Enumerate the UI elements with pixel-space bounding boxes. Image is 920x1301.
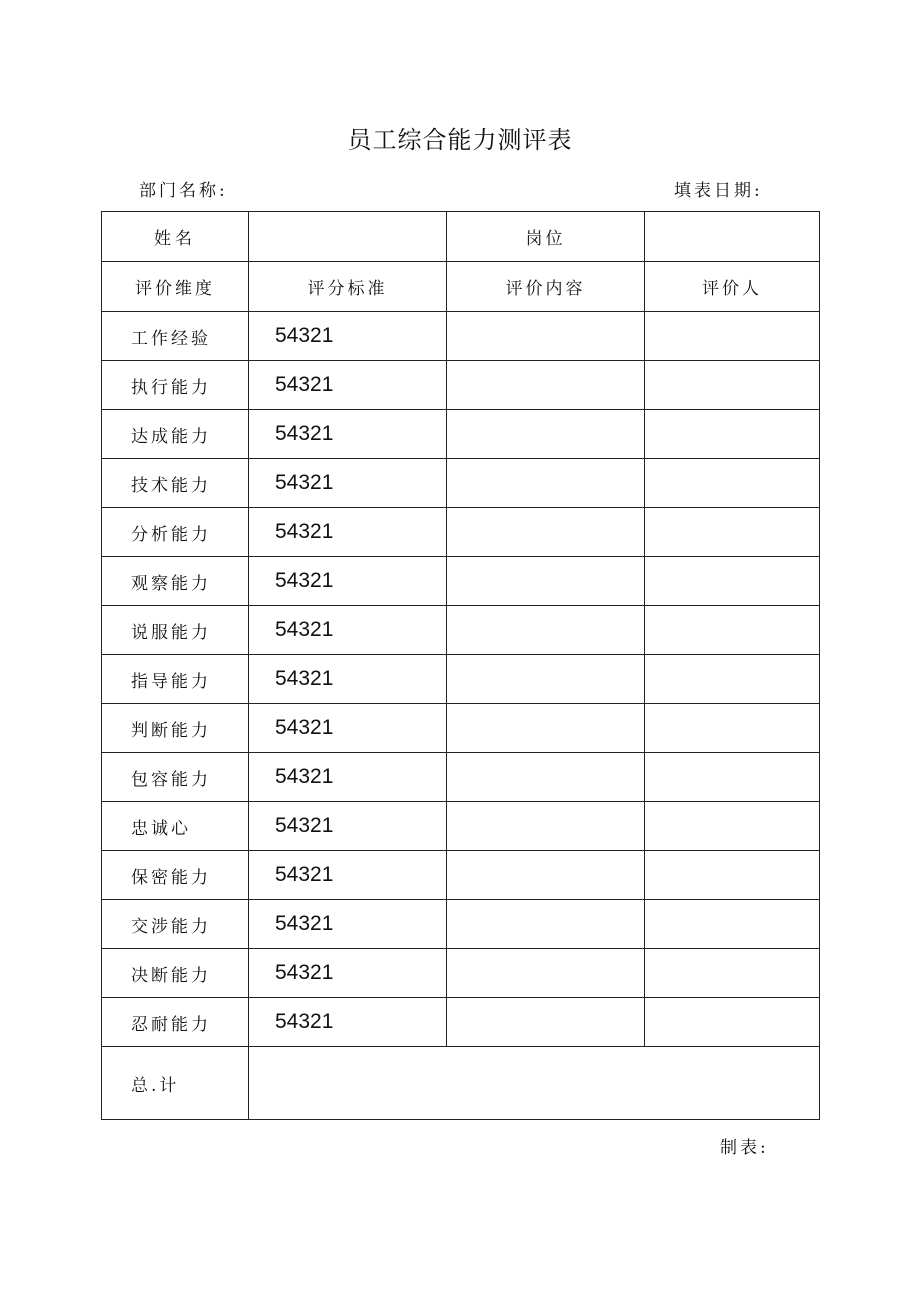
content-cell[interactable] xyxy=(447,802,645,851)
total-label: 总.计 xyxy=(102,1047,249,1120)
table-row xyxy=(102,410,820,459)
evaluator-cell[interactable] xyxy=(645,998,820,1047)
evaluator-cell[interactable] xyxy=(645,655,820,704)
content-cell[interactable] xyxy=(447,851,645,900)
content-cell[interactable] xyxy=(447,508,645,557)
dimension-cell: 分析能力 xyxy=(102,508,249,557)
content-cell[interactable] xyxy=(447,949,645,998)
position-value-cell[interactable] xyxy=(645,212,820,262)
dimension-cell: 技术能力 xyxy=(102,459,249,508)
table-row xyxy=(102,704,820,753)
dimension-cell: 说服能力 xyxy=(102,606,249,655)
total-value-cell[interactable] xyxy=(249,1047,820,1120)
score-standard-cell: 54321 xyxy=(249,361,447,410)
table-row xyxy=(102,998,820,1047)
content-cell[interactable] xyxy=(447,900,645,949)
score-standard-cell: 54321 xyxy=(249,459,447,508)
evaluation-table xyxy=(101,211,820,1120)
table-row xyxy=(102,900,820,949)
evaluator-cell[interactable] xyxy=(645,753,820,802)
content-cell[interactable] xyxy=(447,361,645,410)
score-standard-cell: 54321 xyxy=(249,802,447,851)
evaluator-cell[interactable] xyxy=(645,851,820,900)
column-header-row xyxy=(102,262,820,312)
evaluator-cell[interactable] xyxy=(645,459,820,508)
page-title: 员工综合能力测评表 xyxy=(347,126,573,154)
dimension-cell: 保密能力 xyxy=(102,851,249,900)
score-standard-cell: 54321 xyxy=(249,508,447,557)
content-cell[interactable] xyxy=(447,998,645,1047)
table-row xyxy=(102,753,820,802)
content-cell[interactable] xyxy=(447,655,645,704)
score-standard-cell: 54321 xyxy=(249,753,447,802)
content-cell[interactable] xyxy=(447,312,645,361)
evaluator-cell[interactable] xyxy=(645,312,820,361)
content-cell[interactable] xyxy=(447,606,645,655)
content-cell[interactable] xyxy=(447,410,645,459)
score-standard-cell: 54321 xyxy=(249,900,447,949)
column-header-score-standard: 评分标准 xyxy=(249,262,447,312)
score-standard-cell: 54321 xyxy=(249,704,447,753)
content-cell[interactable] xyxy=(447,704,645,753)
total-row xyxy=(102,1047,820,1120)
score-standard-cell: 54321 xyxy=(249,410,447,459)
evaluator-cell[interactable] xyxy=(645,410,820,459)
dimension-cell: 观察能力 xyxy=(102,557,249,606)
evaluator-cell[interactable] xyxy=(645,606,820,655)
name-label: 姓名 xyxy=(102,212,249,262)
evaluator-cell[interactable] xyxy=(645,361,820,410)
dimension-cell: 判断能力 xyxy=(102,704,249,753)
evaluator-cell[interactable] xyxy=(645,508,820,557)
column-header-evaluator: 评价人 xyxy=(645,262,820,312)
content-cell[interactable] xyxy=(447,753,645,802)
fill-date-label: 填表日期: xyxy=(674,181,763,201)
table-row xyxy=(102,655,820,704)
dimension-cell: 工作经验 xyxy=(102,312,249,361)
dimension-cell: 包容能力 xyxy=(102,753,249,802)
table-row xyxy=(102,851,820,900)
table-row xyxy=(102,361,820,410)
position-label: 岗位 xyxy=(447,212,645,262)
dimension-cell: 达成能力 xyxy=(102,410,249,459)
evaluator-cell[interactable] xyxy=(645,704,820,753)
content-cell[interactable] xyxy=(447,459,645,508)
score-standard-cell: 54321 xyxy=(249,851,447,900)
table-row xyxy=(102,802,820,851)
score-standard-cell: 54321 xyxy=(249,606,447,655)
dimension-cell: 交涉能力 xyxy=(102,900,249,949)
dimension-cell: 忠诚心 xyxy=(102,802,249,851)
score-standard-cell: 54321 xyxy=(249,312,447,361)
name-position-row xyxy=(102,212,820,262)
maker-label: 制表: xyxy=(720,1138,769,1158)
table-row xyxy=(102,606,820,655)
name-value-cell[interactable] xyxy=(249,212,447,262)
table-row xyxy=(102,557,820,606)
content-cell[interactable] xyxy=(447,557,645,606)
score-standard-cell: 54321 xyxy=(249,998,447,1047)
score-standard-cell: 54321 xyxy=(249,949,447,998)
department-label: 部门名称: xyxy=(139,181,228,201)
table-row xyxy=(102,949,820,998)
evaluator-cell[interactable] xyxy=(645,557,820,606)
evaluator-cell[interactable] xyxy=(645,949,820,998)
column-header-content: 评价内容 xyxy=(447,262,645,312)
score-standard-cell: 54321 xyxy=(249,557,447,606)
column-header-dimension: 评价维度 xyxy=(102,262,249,312)
table-row xyxy=(102,312,820,361)
evaluator-cell[interactable] xyxy=(645,802,820,851)
score-standard-cell: 54321 xyxy=(249,655,447,704)
dimension-cell: 决断能力 xyxy=(102,949,249,998)
dimension-cell: 执行能力 xyxy=(102,361,249,410)
table-row xyxy=(102,508,820,557)
dimension-cell: 忍耐能力 xyxy=(102,998,249,1047)
table-row xyxy=(102,459,820,508)
evaluator-cell[interactable] xyxy=(645,900,820,949)
dimension-cell: 指导能力 xyxy=(102,655,249,704)
